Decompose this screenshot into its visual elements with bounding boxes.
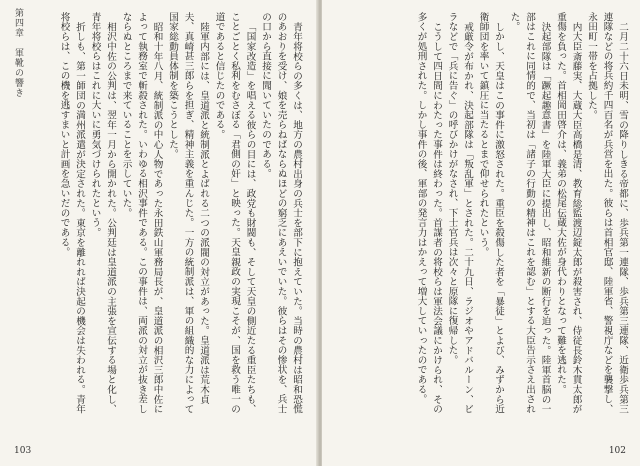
paragraph: 折しも、第一師団の満州派遣が決定された。東京を離れれば決起の機会は失われる。青年将校らは、この機を逃すまいと計画を急いだのである。 [58, 12, 85, 414]
page-number-left: 103 [14, 446, 32, 456]
paragraph: こうして四日間にわたった事件は終わった。首謀者の将校らは軍法会議にかけられ、その多くが処刑された。しかし事件の後、軍部の発言力はかえって増大していったのである。 [415, 12, 442, 414]
paragraph: 相沢中佐の公判は、翌年一月から開かれた。公判廷は皇道派の主張を宣伝する場と化し、青年将校らはこれに大いに勇気づけられたという。 [89, 12, 116, 414]
paragraph: 「国家改造」を唱える彼らの目には、政党も財閥も、そして天皇の側近たる重臣たちも、ことごとく私利をむさぼる「君側の奸」と映った。天皇親政の実現こそが、国を救う唯一の道であると信じたのである。 [213, 12, 256, 414]
page-number-right: 102 [608, 446, 626, 456]
paragraph: 陸軍内部には、皇道派と統制派とよばれる二つの派閥の対立があった。皇道派は荒木貞夫、真崎甚三郎らを担ぎ、精神主義を重んじた。一方の統制派は、軍の組織的な力によって国家総動員体制を築こうとした。 [167, 12, 209, 414]
right-page-body [330, 12, 630, 418]
running-head: 第四章 軍靴の響き [13, 8, 23, 98]
paragraph: 二月二十六日未明、雪の降りしきる帝都に、歩兵第一連隊、歩兵第三連隊、近衛歩兵第三連隊などの将兵約千四百名が兵営を出た。彼らは首相官邸、陸軍省、警視庁などを襲撃し、永田町一帯を占拠した。 [586, 12, 628, 414]
left-page-body [34, 12, 304, 418]
paragraph: 決起部隊は「蹶起趣意書」を陸軍大臣に提出し、昭和維新の断行を迫った。陸軍首脳の一部はこれに同情的で、当初は「諸子の行動の精神はこれを認む」とする大臣告示さえ出された。 [508, 12, 551, 414]
paragraph: しかし、天皇はこの事件に激怒された。重臣を殺傷した者を「暴徒」とよび、みずから近衛師団を率いて鎮圧に当たるとまで仰せられたという。 [477, 12, 504, 414]
right-page [322, 0, 640, 466]
paragraph: 昭和十年八月、統制派の中心人物であった永田鉄山軍務局長が、皇道派の相沢三郎中佐によって執務室で斬殺された。いわゆる相沢事件である。この事件は、両派の対立が抜き差しならぬところまで来ていることを示していた。 [120, 12, 163, 414]
left-page [0, 0, 318, 466]
paragraph: 戒厳令が布かれ、決起部隊は「叛乱軍」とされた。二十九日、ラジオやアドバルーン、ビラなどで「兵に告ぐ」の呼びかけがなされ、下士官兵は次々と原隊に復帰した。 [446, 12, 473, 414]
paragraph: 青年将校らの多くは、地方の農村出身の兵士を部下に抱えていた。当時の農村は昭和恐慌のあおりを受け、娘を売らねばならぬほどの窮乏にあえいでいた。彼らはその惨状を、兵士の口から直接に聞いていたのである。 [260, 12, 302, 414]
paragraph: 内大臣斎藤実、大蔵大臣高橋是清、教育総監渡辺錠太郎が殺害され、侍従長鈴木貫太郎が重傷を負った。首相岡田啓介は、義弟の松尾伝蔵大佐が身代わりとなって難を逃れた。 [555, 12, 582, 414]
